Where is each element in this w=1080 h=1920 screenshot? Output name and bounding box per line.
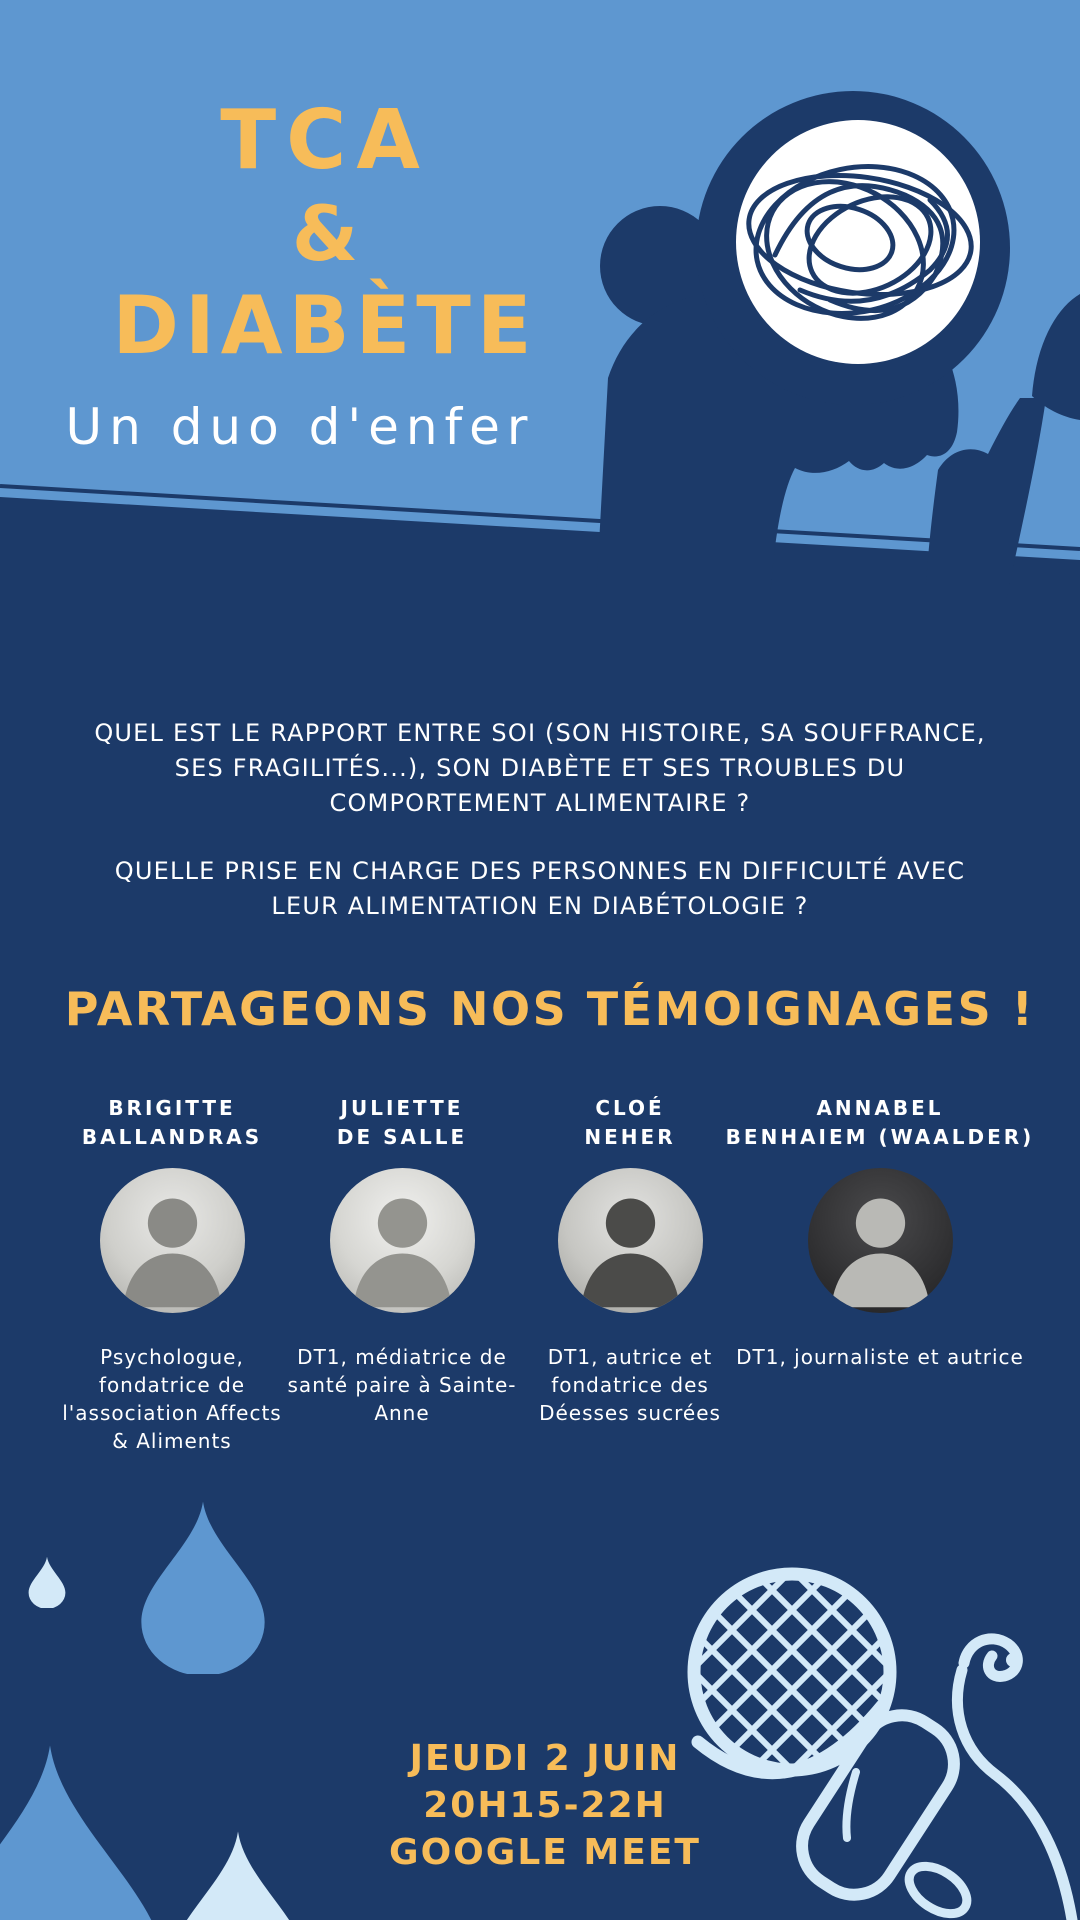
speaker-name <box>287 1094 517 1160</box>
section-heading: PARTAGEONS NOS TÉMOIGNAGES ! <box>64 982 1036 1036</box>
speaker-name-line2: NEHER <box>584 1125 676 1149</box>
speaker-name-line1: JULIETTE <box>340 1096 464 1120</box>
event-date: JEUDI 2 JUIN <box>409 1738 681 1779</box>
speaker-card <box>52 1094 292 1455</box>
speaker-name <box>725 1094 1035 1160</box>
speaker-photo <box>100 1168 245 1313</box>
speaker-name <box>52 1094 292 1160</box>
speaker-name-line1: CLOÉ <box>595 1096 665 1120</box>
speaker-bio: DT1, médiatrice de santé paire à Sainte-Anne <box>287 1345 517 1425</box>
water-drop-icon <box>27 1556 67 1608</box>
speaker-bio: DT1, journaliste et autrice <box>736 1345 1024 1369</box>
question-2: QUELLE PRISE EN CHARGE DES PERSONNES EN DIFFICULTÉ AVEC LEUR ALIMENTATION EN DIABÉTOLOGIE ? <box>114 857 966 921</box>
speaker-bio: Psychologue, fondatrice de l'association Affects & Aliments <box>62 1345 282 1453</box>
title-line-tca: TCA <box>220 93 430 188</box>
poster-subtitle: Un duo d'enfer <box>65 398 535 456</box>
poster-title <box>15 93 635 372</box>
portrait-placeholder-icon <box>330 1168 475 1313</box>
speaker-name-line2: BALLANDRAS <box>81 1125 263 1149</box>
cable-dot <box>1006 1653 1020 1667</box>
speaker-name-line2: BENHAIEM (WAALDER) <box>725 1125 1035 1149</box>
speaker-photo <box>558 1168 703 1313</box>
speaker-name-line1: BRIGITTE <box>108 1096 236 1120</box>
event-details <box>345 1736 745 1876</box>
portrait-placeholder-icon <box>808 1168 953 1313</box>
title-line-diabete: DIABÈTE <box>112 279 538 372</box>
speaker-bio: DT1, autrice et fondatrice des Déesses sucrées <box>539 1345 721 1425</box>
speaker-name <box>520 1094 740 1160</box>
intro-questions <box>80 716 1000 958</box>
water-drop-icon <box>0 1738 175 1920</box>
question-1: QUEL EST LE RAPPORT ENTRE SOI (SON HISTOIRE, SA SOUFFRANCE, SES FRAGILITÉS...), SON DIABÈTE ET SES TROUBLES DU COMPORTEMENT ALIMENTAIRE ? <box>94 719 986 817</box>
water-drop-icon <box>163 1828 313 1920</box>
speaker-photo <box>808 1168 953 1313</box>
speaker-name-line2: DE SALLE <box>336 1125 468 1149</box>
portrait-placeholder-icon <box>558 1168 703 1313</box>
speaker-card <box>725 1094 1035 1371</box>
portrait-placeholder-icon <box>100 1168 245 1313</box>
event-platform: GOOGLE MEET <box>389 1831 701 1873</box>
speaker-name-line1: ANNABEL <box>816 1096 944 1120</box>
speaker-card <box>520 1094 740 1427</box>
water-drop-icon <box>136 1498 270 1674</box>
speaker-photo <box>330 1168 475 1313</box>
event-time: 20H15-22H <box>423 1784 667 1826</box>
speaker-card <box>287 1094 517 1427</box>
title-ampersand: & <box>291 189 359 278</box>
